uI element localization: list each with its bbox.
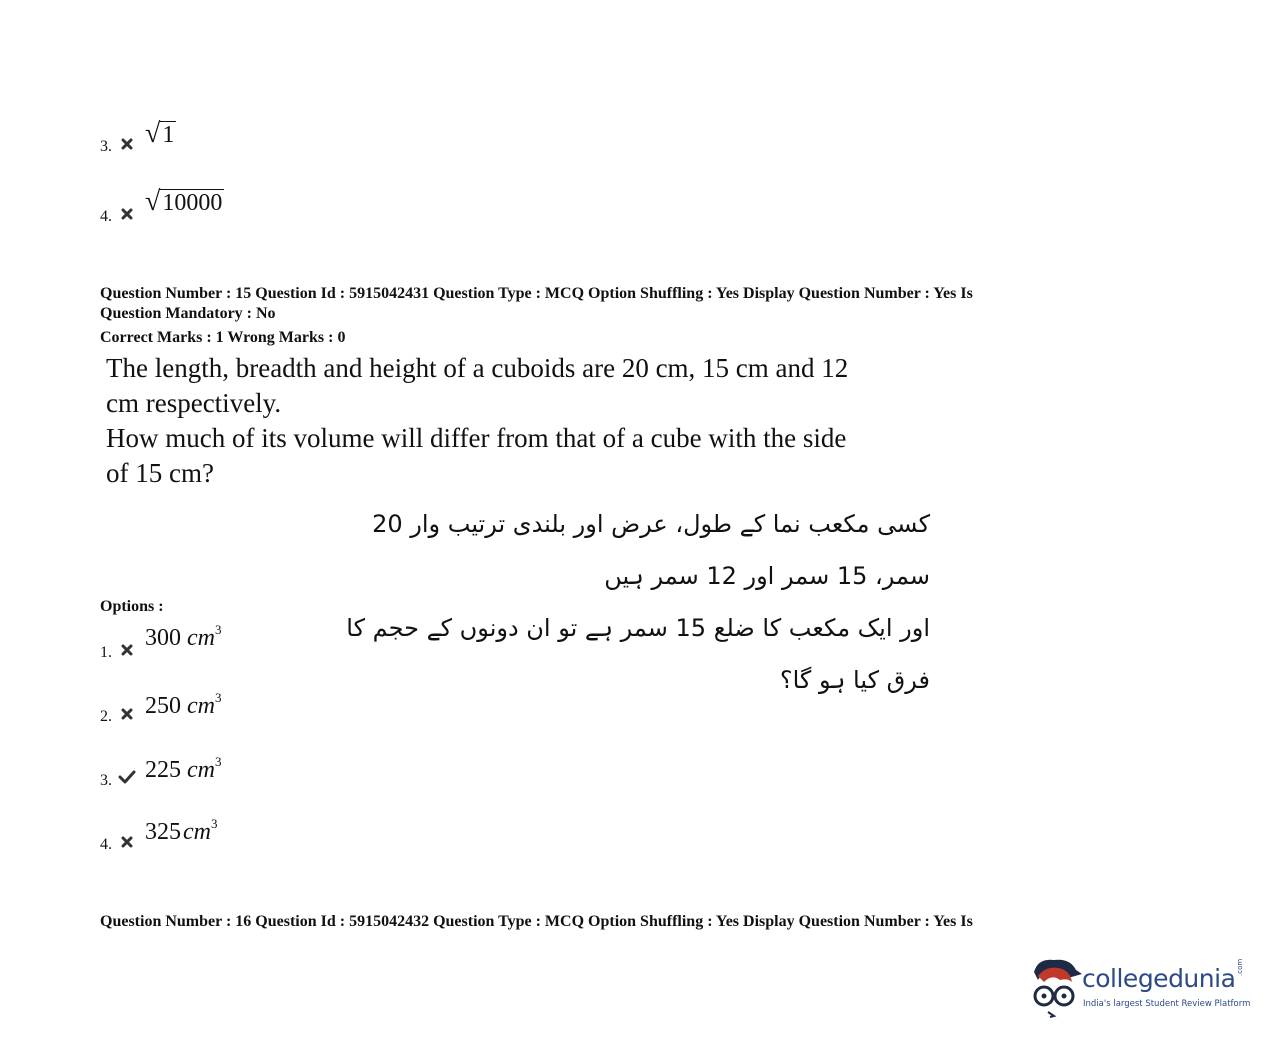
question-line: The length, breadth and height of a cuboids are 20 cm, 15 cm and 12: [106, 353, 849, 383]
options-label: Options :: [100, 598, 164, 615]
option-number: 4.: [100, 836, 112, 853]
option-number: 3.: [100, 138, 112, 155]
option-value: 225 $cm^3$: [145, 754, 222, 783]
mascot-icon: [1024, 954, 1084, 1018]
option-value: $325cm^3$: [145, 816, 218, 845]
cross-icon: [120, 137, 134, 151]
question-line-ur: اور ایک مکعب کا ضلع 15 سمر ہے تو ان دونوں کے حجم کا فرق کیا ہو گا؟: [346, 614, 930, 694]
logo-tagline: India's largest Student Review Platform: [1083, 999, 1251, 1009]
question-line-ur: کسی مکعب نما کے طول، عرض اور بلندی ترتیب وار 20 سمر، 15 سمر اور 12 سمر ہیں: [372, 510, 930, 590]
option-value: √1: [145, 118, 175, 149]
logo-suffix: .com: [1236, 958, 1244, 976]
question-meta-line2: Question Mandatory : No: [100, 305, 276, 322]
question-meta-line1: Question Number : 15 Question Id : 5915042431 Question Type : MCQ Option Shuffling : Yes Display Question Number : Yes Is: [100, 285, 973, 302]
question-text-ur: [330, 498, 930, 706]
check-icon: [118, 770, 136, 784]
next-question-meta: Question Number : 16 Question Id : 5915042432 Question Type : MCQ Option Shuffling : Yes Display Question Number : Yes Is: [100, 913, 973, 930]
option-number: 2.: [100, 708, 112, 725]
question-line: How much of its volume will differ from that of a cube with the side: [106, 423, 847, 453]
cross-icon: [120, 207, 134, 221]
option-value: √10000: [145, 186, 223, 217]
question-meta: [100, 284, 1100, 324]
collegedunia-logo: [1020, 950, 1260, 1025]
question-text-en: [106, 351, 946, 491]
logo-wordmark: collegedunia: [1082, 964, 1236, 993]
question-line: cm respectively.: [106, 388, 282, 418]
cross-icon: [120, 835, 134, 849]
marks-line: Correct Marks : 1 Wrong Marks : 0: [100, 329, 346, 346]
option-value: 300 $cm^3$: [145, 622, 222, 651]
option-value: 250 $cm^3$: [145, 690, 222, 719]
option-number: 3.: [100, 772, 112, 789]
sqrt-icon: √: [145, 186, 161, 217]
cross-icon: [120, 643, 134, 657]
cross-icon: [120, 707, 134, 721]
option-number: 1.: [100, 644, 112, 661]
sqrt-icon: √: [145, 118, 161, 149]
option-number: 4.: [100, 208, 112, 225]
question-line: of 15 cm?: [106, 458, 214, 488]
